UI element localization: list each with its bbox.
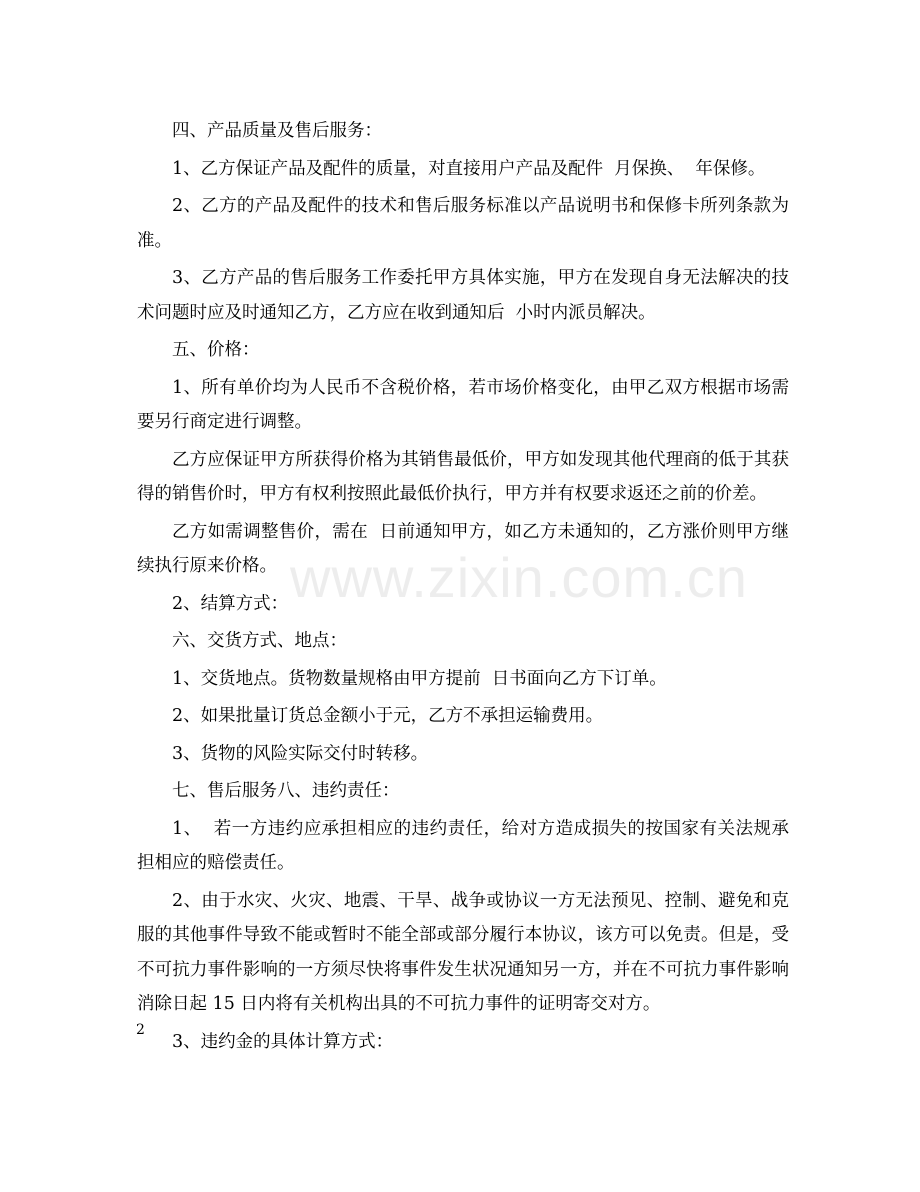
section-heading-quality: 四、产品质量及售后服务： (172, 121, 382, 141)
paragraph: 1、乙方保证产品及配件的质量，对直接用户产品及配件 月保换、 年保修。 (172, 158, 766, 179)
paragraph: 3、违约金的具体计算方式： (172, 1031, 394, 1052)
paragraph: 2、如果批量订货总金额小于元，乙方不承担运输费用。 (172, 706, 604, 726)
paragraph: 2、乙方的产品及配件的技术和售后服务标准以产品说明书和保修卡所列条款为准。 (137, 196, 789, 251)
paragraph: 1、 若一方违约应承担相应的违约责任，给对方造成损失的按国家有关法规承担相应的赔偿责任。 (137, 818, 789, 873)
watermark: www.zixin.com.cn (290, 546, 748, 609)
paragraph: 3、乙方产品的售后服务工作委托甲方具体实施，甲方在发现自身无法解决的技术问题时应及时通知乙方，乙方应在收到通知后 小时内派员解决。 (137, 268, 789, 323)
section-heading-delivery: 六、交货方式、地点： (172, 631, 347, 651)
paragraph: 3、货物的风险实际交付时转移。 (172, 743, 429, 764)
section-heading-price: 五、价格： (172, 340, 260, 360)
page-number: 2 (136, 1022, 145, 1038)
paragraph: 1、所有单价均为人民币不含税价格，若市场价格变化，由甲乙双方根据市场需要另行商定进行调整。 (137, 377, 789, 432)
document-body (137, 114, 789, 1059)
paragraph: 1、交货地点。货物数量规格由甲方提前 日书面向乙方下订单。 (172, 668, 667, 689)
paragraph: 乙方如需调整售价，需在 日前通知甲方，如乙方未通知的，乙方涨价则甲方继续执行原来价格。 (137, 521, 789, 576)
paragraph: 乙方应保证甲方所获得价格为其销售最低价，甲方如发现其他代理商的低于其获得的销售价时，甲方有权利按照此最低价执行，甲方并有权要求返还之前的价差。 (137, 449, 789, 504)
section-heading-service-breach: 七、售后服务八、违约责任： (172, 781, 400, 801)
paragraph: 2、结算方式： (172, 593, 289, 614)
paragraph: 2、由于水灾、火灾、地震、干旱、战争或协议一方无法预见、控制、避免和克服的其他事件导致不能或暂时不能全部或部分履行本协议，该方可以免责。但是，受不可抗力事件影响的一方须尽快将事件发生状况通知另一方，并在不可抗力事件影响消除日起 15 日内将有关机构出具的不可抗力事件的证明寄交对方。 (137, 890, 789, 1014)
